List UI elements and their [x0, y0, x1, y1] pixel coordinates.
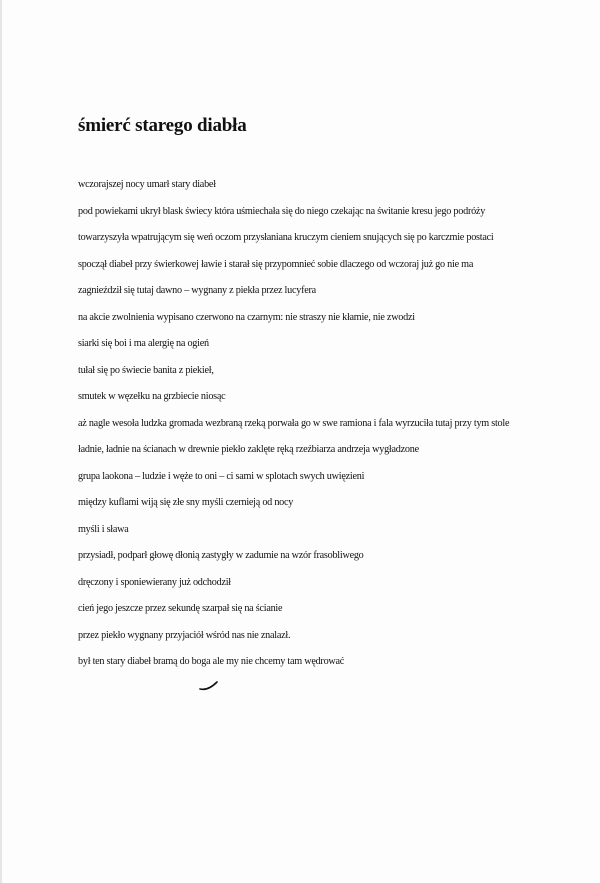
poem-line: towarzyszyła wpatrującym się weń oczom przysłaniana kruczym cieniem snujących się po karczmie postaci — [78, 232, 494, 243]
poem-line: na akcie zwolnienia wypisano czerwono na czarnym: nie straszy nie kłamie, nie zwodzi — [78, 311, 415, 323]
page-edge — [0, 0, 2, 883]
poem-line: przez piekło wygnany przyjaciół wśród nas nie znalazł. — [78, 629, 291, 641]
poem-line: był ten stary diabeł bramą do boga ale my nie chcemy tam wędrować — [78, 656, 345, 667]
poem-title: śmierć starego diabła — [78, 115, 247, 136]
poem-line: dręczony i sponiewierany już odchodził — [78, 576, 231, 588]
poem-line: wczorajszej nocy umarł stary diabeł — [78, 179, 216, 190]
poem-line: ładnie, ładnie na ścianach w drewnie piekło zaklęte ręką rzeźbiarza andrzeja wygładzone — [78, 444, 419, 455]
pen-mark-icon — [198, 680, 220, 692]
poem-line: spoczął diabeł przy świerkowej ławie i starał się przypomnieć sobie dlaczego od wczoraj już go nie ma — [78, 258, 474, 270]
poem-line: pod powiekami ukrył blask świecy która uśmiechała się do niego czekając na świtanie kresu jego podróży — [78, 205, 486, 217]
poem-body — [78, 178, 598, 682]
poem-line: cień jego jeszcze przez sekundę szarpał się na ścianie — [78, 603, 283, 614]
poem-line: aż nagle wesoła ludzka gromada wezbraną rzeką porwała go w swe ramiona i fala wyrzuciła tutaj przy tym stole — [78, 417, 510, 429]
poem-line: tułał się po świecie banita z piekieł, — [78, 364, 214, 376]
poem-line: między kuflami wiją się złe sny myśli czernieją od nocy — [78, 497, 294, 508]
poem-line: grupa laokona – ludzie i węże to oni – ci sami w splotach swych uwięzieni — [78, 470, 365, 482]
poem-line: myśli i sława — [78, 523, 129, 535]
poem-line: zagnieździł się tutaj dawno – wygnany z piekła przez lucyfera — [78, 285, 316, 296]
poem-line: smutek w węzełku na grzbiecie niosąc — [78, 391, 226, 402]
poem-line: siarki się boi i ma alergię na ogień — [78, 338, 209, 349]
poem-line: przysiadł, podparł głowę dłonią zastygły w zadumie na wzór frasobliwego — [78, 550, 364, 561]
